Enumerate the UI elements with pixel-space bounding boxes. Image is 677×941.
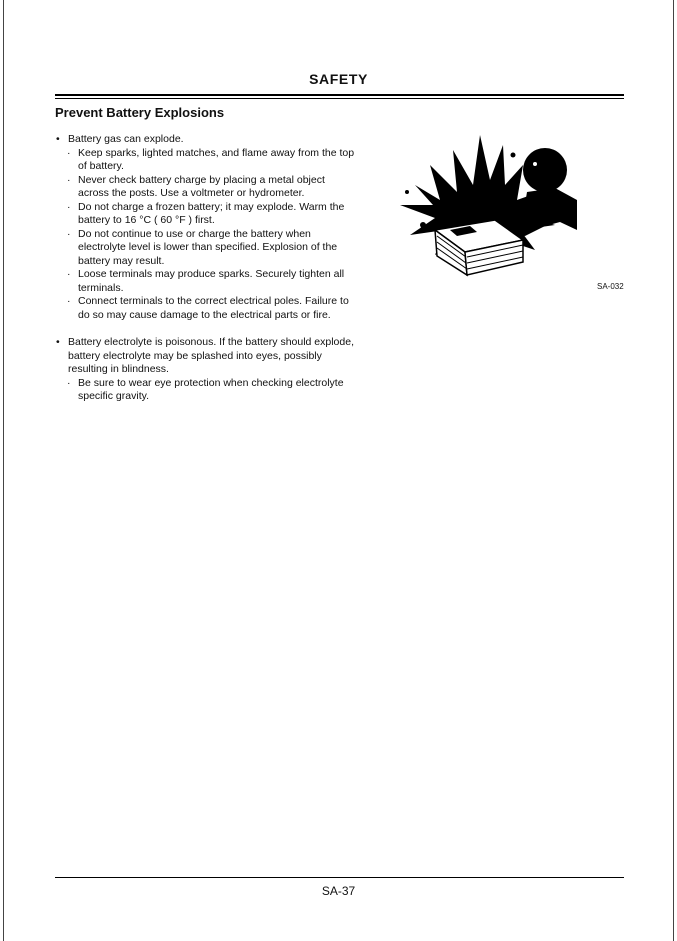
- page-border-right: [673, 0, 674, 941]
- bullet-item: [55, 336, 355, 377]
- sub-list-item: [67, 377, 355, 404]
- sub-item-text: Loose terminals may produce sparks. Securely tighten all terminals.: [78, 268, 345, 294]
- sub-item-text: Do not charge a frozen battery; it may explode. Warm the battery to 16 °C ( 60 °F ) first.: [78, 200, 345, 226]
- page-number: SA-37: [321, 884, 356, 898]
- bullet-text: Battery electrolyte is poisonous. If the battery should explode, battery electrolyte may be splashed into eyes, possibly resulting in blindness.: [68, 336, 354, 375]
- sub-item-text: Never check battery charge by placing a metal object across the posts. Use a voltmeter or hydrometer.: [78, 173, 325, 199]
- page-title: SAFETY: [309, 71, 368, 87]
- spacer: [55, 322, 355, 336]
- sub-item-text: Be sure to wear eye protection when checking electrolyte specific gravity.: [78, 376, 344, 402]
- debris-particle: [405, 190, 409, 194]
- content-body: [55, 133, 355, 404]
- sub-item-text: Do not continue to use or charge the battery when electrolyte level is lower than specified. Explosion of the battery may result.: [78, 227, 338, 267]
- sub-list: [55, 377, 355, 404]
- sub-item-text: Connect terminals to the correct electrical poles. Failure to do so may cause damage to the electrical parts or fire.: [78, 295, 349, 321]
- person-head: [523, 148, 567, 192]
- bullet-item: [55, 133, 355, 147]
- bullet-dot-icon: •: [56, 336, 60, 348]
- sub-dot-icon: ·: [67, 268, 71, 280]
- debris-particle: [420, 222, 426, 228]
- figure-code: SA-032: [597, 282, 624, 291]
- sub-list: [55, 147, 355, 323]
- sub-dot-icon: ·: [67, 227, 71, 240]
- sub-list-item: [67, 228, 355, 269]
- section-heading: Prevent Battery Explosions: [55, 105, 225, 120]
- sub-item-text: Keep sparks, lighted matches, and flame away from the top of battery.: [78, 146, 355, 172]
- footer-rule: [55, 877, 624, 878]
- bullet-text: Battery gas can explode.: [68, 133, 184, 145]
- sub-dot-icon: ·: [67, 376, 71, 389]
- sub-list-item: [67, 268, 355, 295]
- header-rule-thin: [55, 98, 624, 99]
- bullet-dot-icon: •: [56, 133, 60, 145]
- sub-list-item: [67, 174, 355, 201]
- page-border-left: [3, 0, 4, 941]
- sub-dot-icon: ·: [67, 173, 71, 186]
- sub-dot-icon: ·: [67, 146, 71, 159]
- debris-particle: [511, 153, 516, 158]
- sub-list-item: [67, 295, 355, 322]
- battery-explosion-icon: [395, 130, 580, 280]
- sub-dot-icon: ·: [67, 295, 71, 307]
- sub-list-item: [67, 147, 355, 174]
- header-rule-thick: [55, 94, 624, 96]
- sub-list-item: [67, 201, 355, 228]
- sub-dot-icon: ·: [67, 200, 71, 213]
- person-eye: [533, 162, 537, 166]
